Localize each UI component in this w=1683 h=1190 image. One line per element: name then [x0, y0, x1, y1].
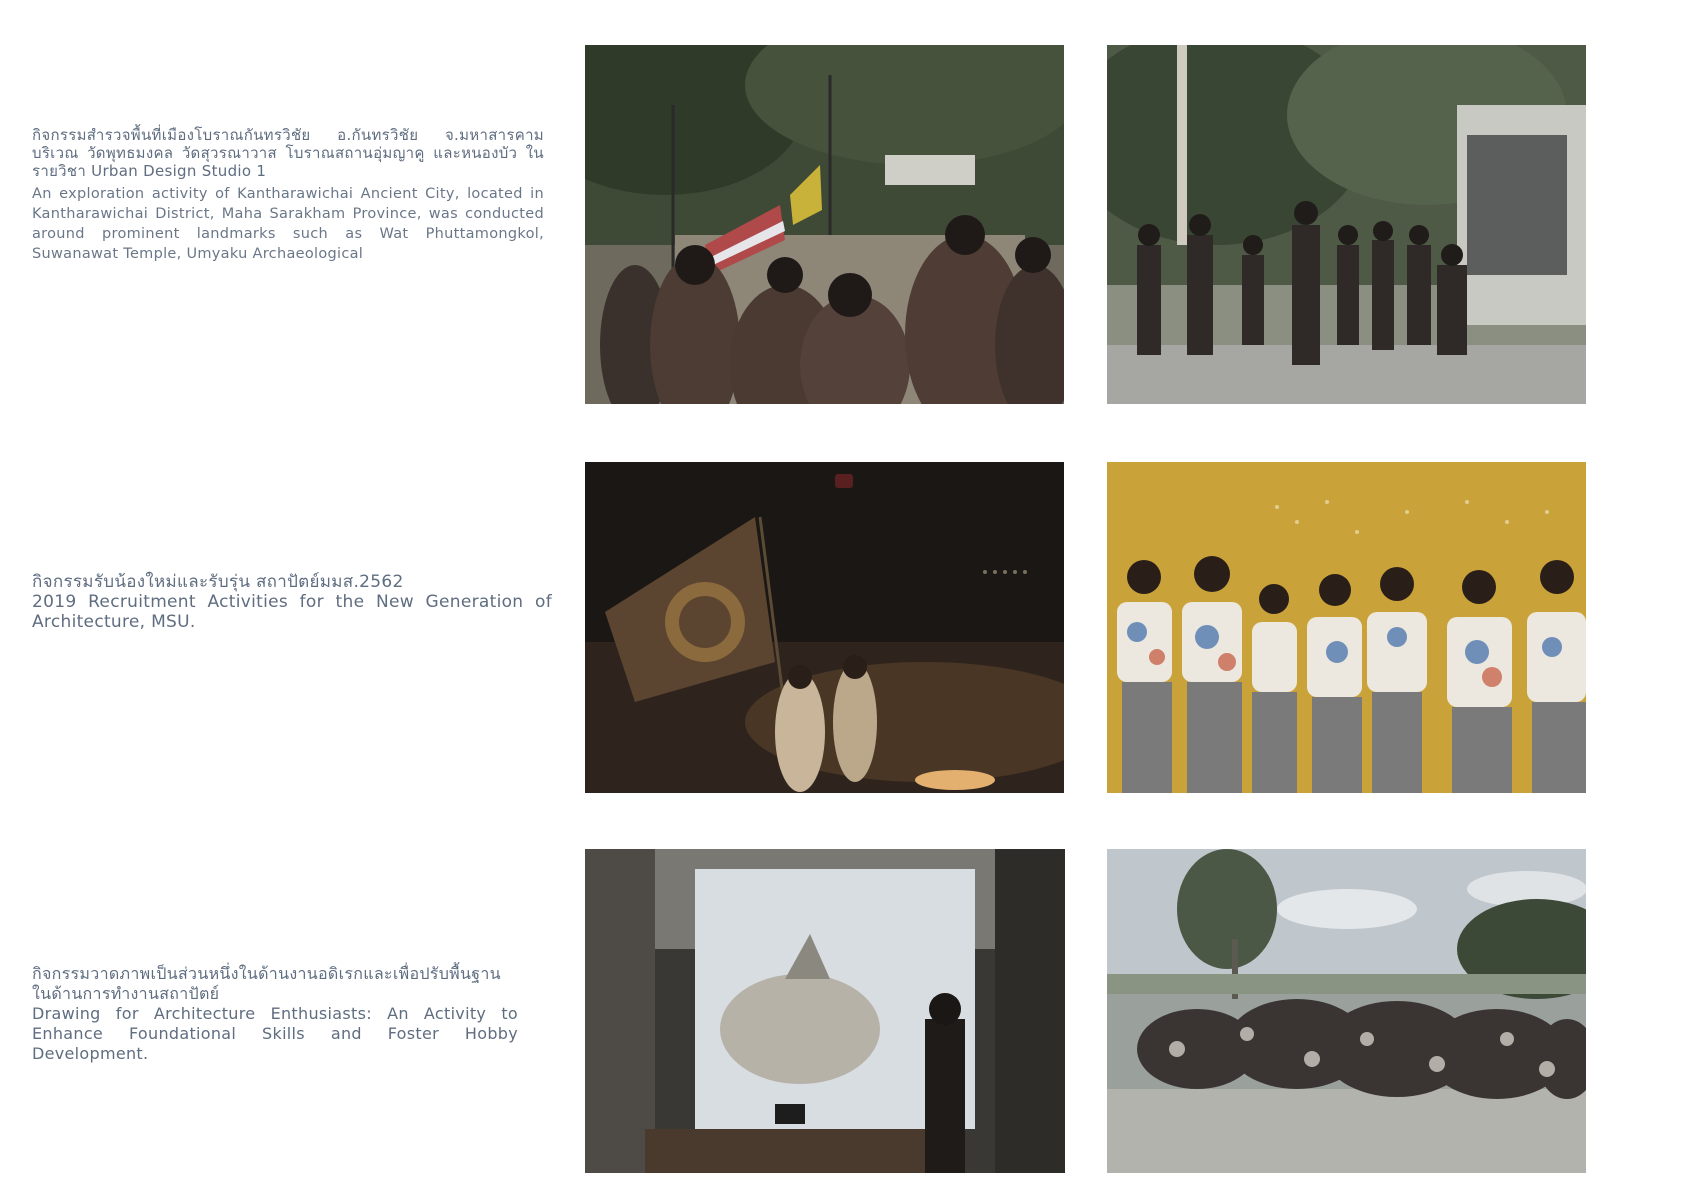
caption-thai: กิจกรรมสำรวจพื้นที่เมืองโบราณกันทรวิชัย อ.กันทรวิชัย จ.มหาสารคาม บริเวณ วัดพุทธมงคล วัดสุวรณาวาส โบราณสถานอุ่มญาคู และหนองบัว ในรายวิชา Urban Design Studio 1: [32, 126, 544, 180]
caption-english: 2019 Recruitment Activities for the New Generation of Architecture, MSU.: [32, 592, 552, 632]
photo-temple-steps: [585, 45, 1064, 404]
photo-yellow-wall-group: [1107, 462, 1586, 793]
caption-recruitment: [32, 572, 552, 632]
photo-drawing-lecture: [585, 849, 1065, 1173]
caption-thai: กิจกรรมรับน้องใหม่และรับรุ่น สถาปัตย์มมส.2562: [32, 572, 404, 592]
caption-english: Drawing for Architecture Enthusiasts: An Activity to Enhance Foundational Skills and Foster Hobby Development.: [32, 1004, 518, 1063]
photo-roadside-group: [1107, 45, 1586, 404]
photo-outdoor-group: [1107, 849, 1586, 1173]
caption-thai: กิจกรรมวาดภาพเป็นส่วนหนึ่งในด้านงานอดิเรกและเพื่อปรับพื้นฐานในด้านการทำงานสถาปัตย์: [32, 964, 501, 1003]
caption-drawing: [32, 964, 518, 1064]
photo-night-ceremony: [585, 462, 1064, 793]
caption-kantharawichai: [32, 126, 544, 264]
caption-english: An exploration activity of Kantharawichai Ancient City, located in Kantharawichai District, Maha Sarakham Province, was conducted around prominent landmarks such as Wat Phuttamongkol, Suwanawat Temple, Umyaku Archaeological: [32, 186, 544, 262]
